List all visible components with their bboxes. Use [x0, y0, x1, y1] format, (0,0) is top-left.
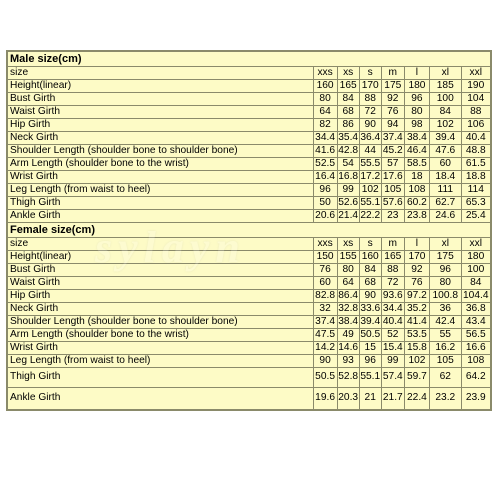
row-label: Arm Length (shoulder bone to the wrist) — [8, 158, 314, 171]
cell-xs: 99 — [337, 184, 359, 197]
cell-xl: 23.2 — [430, 388, 461, 410]
cell-l: 180 — [404, 80, 429, 93]
cell-xxs: 50 — [313, 197, 337, 210]
cell-xxs: 52.5 — [313, 158, 337, 171]
row-label: Leg Length (from waist to heel) — [8, 355, 314, 368]
table-row — [8, 145, 491, 158]
cell-xs: 86 — [337, 119, 359, 132]
table-row — [8, 93, 491, 106]
cell-xxs: 14.2 — [313, 342, 337, 355]
cell-xl: 62 — [430, 368, 461, 388]
cell-xl: 55 — [430, 329, 461, 342]
table-row — [8, 251, 491, 264]
table-row — [8, 119, 491, 132]
cell-l: 23.8 — [404, 210, 429, 223]
cell-xxl: 43.4 — [461, 316, 490, 329]
row-label: Height(linear) — [8, 251, 314, 264]
cell-l: 60.2 — [404, 197, 429, 210]
column-header-xxs: xxs — [313, 238, 337, 251]
cell-s: 21 — [359, 388, 381, 410]
row-label: Hip Girth — [8, 290, 314, 303]
cell-l: 98 — [404, 119, 429, 132]
cell-xl: 185 — [430, 80, 461, 93]
row-label: Waist Girth — [8, 277, 314, 290]
column-header-l: l — [404, 67, 429, 80]
row-label: Shoulder Length (shoulder bone to shoulder bone) — [8, 316, 314, 329]
cell-xs: 20.3 — [337, 388, 359, 410]
cell-xxl: 65.3 — [461, 197, 490, 210]
cell-xxl: 23.9 — [461, 388, 490, 410]
table-row — [8, 158, 491, 171]
cell-xxs: 50.5 — [313, 368, 337, 388]
male-section-title: Male size(cm) — [8, 52, 491, 67]
row-label: Wrist Girth — [8, 171, 314, 184]
female-section-title: Female size(cm) — [8, 223, 491, 238]
cell-s: 102 — [359, 184, 381, 197]
cell-m: 34.4 — [382, 302, 403, 314]
cell-s: 17.2 — [360, 170, 381, 182]
row-label: Thigh Girth — [8, 197, 314, 210]
cell-xs: 68 — [337, 106, 359, 119]
cell-xxs: 96 — [313, 184, 337, 197]
size-chart-sheet — [6, 50, 492, 411]
row-label: Waist Girth — [8, 106, 314, 119]
cell-xxl: 36.8 — [461, 303, 490, 316]
cell-m: 52 — [381, 329, 404, 342]
cell-xs: 14.6 — [338, 341, 359, 353]
cell-s: 36.4 — [360, 131, 381, 143]
cell-xs: 42.8 — [338, 144, 359, 156]
cell-s: 96 — [359, 355, 381, 368]
table-row — [8, 264, 491, 277]
cell-m: 23 — [381, 210, 404, 223]
cell-s: 55.5 — [360, 157, 381, 169]
row-label: Ankle Girth — [8, 210, 314, 223]
cell-xxl: 25.4 — [461, 210, 490, 223]
cell-xs: 64 — [337, 277, 359, 290]
cell-xxs: 16.4 — [313, 171, 337, 184]
cell-l: 53.5 — [404, 329, 429, 342]
cell-l: 46.4 — [404, 145, 429, 158]
cell-m: 40.4 — [382, 315, 403, 327]
cell-xxs: 76 — [313, 264, 337, 277]
cell-s: 22.2 — [360, 209, 381, 221]
cell-xxs: 160 — [313, 80, 337, 93]
cell-l: 22.4 — [404, 388, 429, 410]
cell-xl: 100 — [430, 93, 461, 106]
cell-xs: 54 — [337, 158, 359, 171]
cell-xs: 21.4 — [338, 209, 359, 221]
cell-xs: 165 — [337, 80, 359, 93]
cell-s: 15 — [359, 342, 381, 355]
cell-l: 15.8 — [404, 342, 429, 355]
cell-m: 15.4 — [382, 341, 403, 353]
column-header-xl: xl — [430, 238, 461, 251]
cell-xl: 24.6 — [430, 210, 461, 223]
cell-s: 160 — [359, 251, 381, 264]
row-label: Neck Girth — [8, 132, 314, 145]
cell-xs: 52.6 — [338, 196, 359, 208]
cell-m: 88 — [381, 264, 404, 277]
cell-l: 58.5 — [404, 158, 429, 171]
cell-xs: 155 — [337, 251, 359, 264]
cell-xl: 111 — [430, 184, 461, 197]
cell-m: 57 — [381, 158, 404, 171]
row-label: Hip Girth — [8, 119, 314, 132]
cell-xxs: 37.4 — [313, 316, 337, 329]
cell-l: 80 — [404, 106, 429, 119]
table-row — [8, 342, 491, 355]
cell-s: 44 — [359, 145, 381, 158]
cell-m: 93.6 — [382, 289, 403, 301]
cell-s: 55.1 — [359, 368, 381, 388]
female-header-row — [8, 238, 491, 251]
column-header-xs: xs — [337, 238, 359, 251]
cell-l: 76 — [404, 277, 429, 290]
male-section-title-row — [8, 52, 491, 67]
cell-xl: 42.4 — [430, 316, 461, 329]
cell-l: 108 — [404, 184, 429, 197]
row-label: Neck Girth — [8, 303, 314, 316]
cell-xxs: 80 — [313, 93, 337, 106]
cell-xxs: 90 — [313, 355, 337, 368]
cell-l: 59.7 — [404, 368, 429, 388]
cell-m: 99 — [381, 355, 404, 368]
cell-xxl: 48.8 — [461, 145, 490, 158]
column-header-xxs: xxs — [313, 67, 337, 80]
column-header-m: m — [381, 238, 404, 251]
cell-xxl: 16.6 — [461, 342, 490, 355]
cell-l: 92 — [404, 264, 429, 277]
row-label: Arm Length (shoulder bone to the wrist) — [8, 329, 314, 342]
row-label: Wrist Girth — [8, 342, 314, 355]
row-label: Bust Girth — [8, 93, 314, 106]
cell-xxl: 108 — [461, 355, 490, 368]
cell-xxl: 114 — [461, 184, 490, 197]
column-header-s: s — [359, 238, 381, 251]
cell-xxl: 88 — [461, 106, 490, 119]
cell-xl: 80 — [430, 277, 461, 290]
table-row — [8, 171, 491, 184]
column-header-xxl: xxl — [461, 67, 490, 80]
cell-xs: 86.4 — [338, 289, 359, 301]
row-label: Ankle Girth — [8, 388, 314, 410]
cell-l: 41.4 — [404, 316, 429, 329]
cell-xl: 16.2 — [430, 342, 461, 355]
cell-xxs: 82 — [313, 119, 337, 132]
cell-xs: 52.8 — [337, 368, 359, 388]
cell-xxl: 104 — [461, 93, 490, 106]
table-row — [8, 277, 491, 290]
cell-m: 57.4 — [381, 368, 404, 388]
cell-xs: 35.4 — [338, 131, 359, 143]
cell-xl: 18.4 — [430, 171, 461, 184]
cell-m: 72 — [381, 277, 404, 290]
cell-xxl: 100 — [461, 264, 490, 277]
cell-m: 17.6 — [382, 170, 403, 182]
cell-xl: 60 — [430, 158, 461, 171]
cell-l: 18 — [404, 171, 429, 184]
cell-s: 68 — [359, 277, 381, 290]
male-header-row — [8, 67, 491, 80]
cell-l: 96 — [404, 93, 429, 106]
cell-xs: 16.8 — [338, 170, 359, 182]
cell-xl: 175 — [430, 251, 461, 264]
cell-s: 39.4 — [360, 315, 381, 327]
table-row — [8, 106, 491, 119]
table-row — [8, 368, 491, 388]
column-header-m: m — [381, 67, 404, 80]
cell-xl: 36 — [430, 303, 461, 316]
cell-xxs: 41.6 — [313, 145, 337, 158]
cell-m: 175 — [381, 80, 404, 93]
cell-m: 21.7 — [381, 388, 404, 410]
column-header-s: s — [359, 67, 381, 80]
table-row — [8, 80, 491, 93]
cell-xxl: 18.8 — [461, 171, 490, 184]
table-row — [8, 303, 491, 316]
cell-xxs: 20.6 — [313, 210, 337, 223]
table-row — [8, 388, 491, 410]
table-row — [8, 329, 491, 342]
cell-xxl: 180 — [461, 251, 490, 264]
cell-xxl: 106 — [461, 119, 490, 132]
cell-xl: 62.7 — [430, 197, 461, 210]
cell-xxl: 61.5 — [461, 158, 490, 171]
cell-m: 92 — [381, 93, 404, 106]
column-header-xl: xl — [430, 67, 461, 80]
row-label: Height(linear) — [8, 80, 314, 93]
cell-xxl: 84 — [461, 277, 490, 290]
column-header-xxl: xxl — [461, 238, 490, 251]
cell-s: 88 — [359, 93, 381, 106]
cell-xl: 47.6 — [430, 145, 461, 158]
row-label: Bust Girth — [8, 264, 314, 277]
cell-xxs: 64 — [313, 106, 337, 119]
row-label: Leg Length (from waist to heel) — [8, 184, 314, 197]
table-row — [8, 184, 491, 197]
column-header-l: l — [404, 238, 429, 251]
cell-xl: 39.4 — [430, 132, 461, 145]
cell-m: 94 — [381, 119, 404, 132]
cell-xs: 49 — [337, 329, 359, 342]
cell-s: 170 — [359, 80, 381, 93]
cell-xxs: 150 — [313, 251, 337, 264]
table-row — [8, 197, 491, 210]
table-row — [8, 210, 491, 223]
table-row — [8, 290, 491, 303]
cell-xxs: 32 — [313, 303, 337, 316]
cell-l: 38.4 — [404, 132, 429, 145]
cell-xxl: 40.4 — [461, 132, 490, 145]
cell-s: 90 — [359, 290, 381, 303]
cell-s: 33.6 — [360, 302, 381, 314]
cell-m: 105 — [381, 184, 404, 197]
cell-xxl: 104.4 — [463, 289, 489, 301]
column-header-xs: xs — [337, 67, 359, 80]
cell-xxs: 47.5 — [313, 329, 337, 342]
cell-xl: 84 — [430, 106, 461, 119]
cell-s: 55.1 — [360, 196, 381, 208]
cell-m: 57.6 — [382, 196, 403, 208]
cell-l: 35.2 — [404, 303, 429, 316]
cell-xxs: 60 — [313, 277, 337, 290]
cell-s: 90 — [359, 119, 381, 132]
cell-xs: 32.8 — [338, 302, 359, 314]
cell-xl: 105 — [430, 355, 461, 368]
table-row — [8, 316, 491, 329]
cell-s: 50.5 — [360, 328, 381, 340]
cell-xs: 38.4 — [338, 315, 359, 327]
table-row — [8, 355, 491, 368]
cell-l: 170 — [404, 251, 429, 264]
cell-m: 165 — [381, 251, 404, 264]
cell-m: 37.4 — [382, 131, 403, 143]
cell-m: 45.2 — [382, 144, 403, 156]
cell-xxl: 190 — [461, 80, 490, 93]
row-label: Thigh Girth — [8, 368, 314, 388]
cell-xs: 80 — [337, 264, 359, 277]
cell-xs: 93 — [337, 355, 359, 368]
table-row — [8, 132, 491, 145]
cell-xxs: 19.6 — [313, 388, 337, 410]
column-header-size: size — [8, 238, 314, 251]
cell-xxs: 82.8 — [313, 290, 337, 303]
size-chart-table — [7, 51, 491, 410]
cell-m: 76 — [381, 106, 404, 119]
cell-s: 84 — [359, 264, 381, 277]
cell-xl: 96 — [430, 264, 461, 277]
cell-l: 102 — [404, 355, 429, 368]
cell-xxl: 64.2 — [461, 368, 490, 388]
cell-xl: 100.8 — [430, 290, 461, 303]
cell-xs: 84 — [337, 93, 359, 106]
cell-xxl: 56.5 — [461, 329, 490, 342]
cell-s: 72 — [359, 106, 381, 119]
row-label: Shoulder Length (shoulder bone to shoulder bone) — [8, 145, 314, 158]
female-section-title-row — [8, 223, 491, 238]
cell-xxs: 34.4 — [313, 132, 337, 145]
column-header-size: size — [8, 67, 314, 80]
cell-l: 97.2 — [404, 290, 429, 303]
cell-xl: 102 — [430, 119, 461, 132]
